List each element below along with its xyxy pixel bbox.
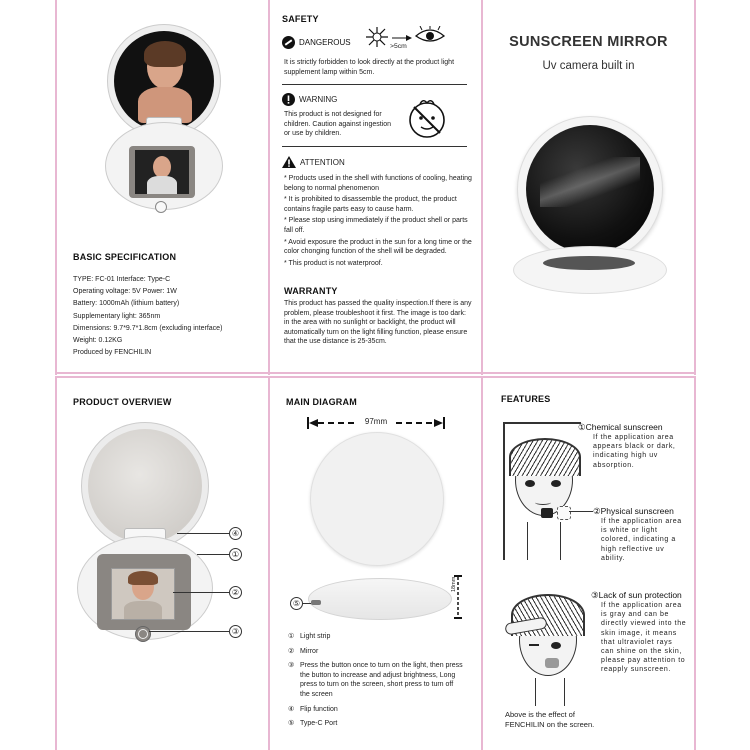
warranty-text: This product has passed the quality inspection.If there is any problem, please troubleshoot it first. The image is too dark: in the area with no sunlight or backlight, the product will automatically turn on the light filling function, please ensure that the use distance is 25-35cm. bbox=[284, 300, 472, 346]
diagram-top-view bbox=[310, 432, 444, 566]
physical-mark bbox=[557, 506, 571, 520]
attention-item: * This product is not waterproof. bbox=[284, 259, 383, 267]
diagram-legend bbox=[288, 632, 476, 729]
legend-item bbox=[288, 661, 476, 699]
spec-list bbox=[73, 275, 263, 358]
feature-body: If the application area appears black or dark, indicating high uv absorption. bbox=[593, 434, 676, 469]
leader-line bbox=[569, 511, 593, 512]
legend-text: Press the button once to turn on the light, then press the button to increase and adjust brightness, Long press to turn on the screen, short press to turn off the screen bbox=[300, 662, 463, 698]
leader-line bbox=[197, 554, 229, 555]
callout-1: ① bbox=[229, 548, 242, 561]
eye-icon bbox=[414, 26, 446, 44]
overview-heading: PRODUCT OVERVIEW bbox=[73, 397, 172, 407]
safety-heading: SAFETY bbox=[282, 14, 319, 24]
basic-spec-panel bbox=[57, 0, 268, 372]
attention-item: * Products used in the shell with functions of cooling, heating belong to normal phenomenon bbox=[284, 175, 472, 192]
warning-text: This product is not designed for children. Caution against ingestion or use by children. bbox=[284, 111, 392, 138]
legend-text: Flip function bbox=[300, 705, 338, 713]
warning-icon bbox=[282, 93, 295, 106]
spec-line: Dimensions: 9.7*9.7*1.8cm (excluding interface) bbox=[73, 324, 223, 332]
attention-item: * It is prohibited to disassemble the product, the product contains fragile parts easy to cause harm. bbox=[284, 196, 457, 213]
spec-line: Battery: 1000mAh (lithium battery) bbox=[73, 300, 180, 308]
safety-panel bbox=[270, 0, 481, 372]
chemical-mark bbox=[541, 508, 553, 518]
overview-panel bbox=[57, 378, 268, 750]
hero-subtitle: Uv camera built in bbox=[542, 60, 635, 72]
dangerous-text: It is strictly forbidden to look directly at the product light supplement lamp within 5cm. bbox=[284, 59, 455, 76]
attention-icon bbox=[282, 156, 296, 168]
callout-4: ④ bbox=[229, 527, 242, 540]
arrow-icon bbox=[392, 34, 412, 42]
legend-num: ⑤ bbox=[288, 720, 295, 728]
spec-line: Weight: 0.12KG bbox=[73, 336, 123, 344]
feature-title: ③Lack of sun protection bbox=[591, 590, 682, 600]
attention-list bbox=[284, 174, 472, 268]
leader-line bbox=[177, 533, 229, 534]
diagram-heading: MAIN DIAGRAM bbox=[286, 397, 357, 407]
divider bbox=[694, 376, 696, 750]
legend-num: ① bbox=[288, 633, 295, 640]
features-footer: Above is the effect of FENCHILIN on the screen. bbox=[505, 710, 595, 729]
legend-item bbox=[288, 647, 476, 657]
features-heading: FEATURES bbox=[501, 394, 551, 404]
legend-item bbox=[288, 719, 476, 729]
leader-line bbox=[149, 631, 229, 632]
basic-spec-heading: BASIC SPECIFICATION bbox=[73, 252, 177, 262]
prohibited-icon bbox=[282, 36, 295, 49]
legend-text: Mirror bbox=[300, 647, 319, 655]
legend-item bbox=[288, 705, 476, 715]
legend-num: ④ bbox=[288, 705, 295, 713]
spec-line: Supplementary light: 365nm bbox=[73, 312, 161, 320]
warning-label: WARNING bbox=[299, 95, 338, 104]
feature-body: If the application area is white or light colored, indicating a high reflective uv ability. bbox=[601, 518, 682, 562]
diagram-side-view bbox=[308, 578, 452, 620]
hero-base-image bbox=[513, 246, 667, 294]
callout-3: ③ bbox=[229, 625, 242, 638]
dangerous-label: DANGEROUS bbox=[299, 38, 351, 47]
hero-panel bbox=[483, 0, 694, 372]
overview-screen bbox=[111, 568, 175, 620]
height-label: 18mm bbox=[451, 576, 457, 592]
legend-text: Type-C Port bbox=[300, 720, 338, 728]
separator bbox=[282, 84, 467, 85]
spec-line: TYPE: FC-01 Interface: Type-C bbox=[73, 276, 171, 283]
legend-text: Light strip bbox=[300, 633, 331, 640]
legend-num: ② bbox=[288, 647, 295, 655]
spec-line: Produced by FENCHILIN bbox=[73, 349, 152, 357]
feature-title: ①Chemical sunscreen bbox=[578, 422, 663, 432]
hero-title: SUNSCREEN MIRROR bbox=[509, 34, 668, 50]
divider bbox=[55, 372, 696, 374]
attention-label: ATTENTION bbox=[300, 157, 345, 167]
light-burst-icon bbox=[362, 26, 392, 48]
leader-line bbox=[302, 603, 311, 604]
features-panel bbox=[483, 378, 694, 750]
legend-item bbox=[288, 632, 476, 642]
divider bbox=[694, 0, 696, 375]
diagram-panel bbox=[270, 378, 481, 750]
attention-item: * Avoid exposure the product in the sun for a long time or the color chonging function of the shell will be degraded. bbox=[284, 238, 472, 256]
legend-num: ③ bbox=[288, 662, 295, 670]
leader-line bbox=[173, 592, 229, 593]
distance-label: >5cm bbox=[390, 43, 407, 50]
callout-2: ② bbox=[229, 586, 242, 599]
face-sketch-image bbox=[505, 586, 589, 706]
width-label: 97mm bbox=[362, 417, 390, 426]
face-sketch-image bbox=[503, 422, 581, 560]
attention-item: * Please stop using immediately if the product shell or parts fall off. bbox=[284, 217, 468, 234]
no-children-icon bbox=[405, 96, 449, 140]
feature-body: If the application area is gray and can be directly viewed into the skin image, it means that ultraviolet rays can shine on the skin, please pay attention to reapply sunscreen. bbox=[601, 602, 687, 674]
callout-5: ⑤ bbox=[290, 597, 303, 610]
hero-mirror-image bbox=[517, 116, 663, 262]
separator bbox=[282, 146, 467, 147]
feature-title: ②Physical sunscreen bbox=[593, 506, 674, 516]
warranty-heading: WARRANTY bbox=[284, 286, 338, 296]
spec-line: Operating voltage: 5V Power: 1W bbox=[73, 288, 177, 296]
